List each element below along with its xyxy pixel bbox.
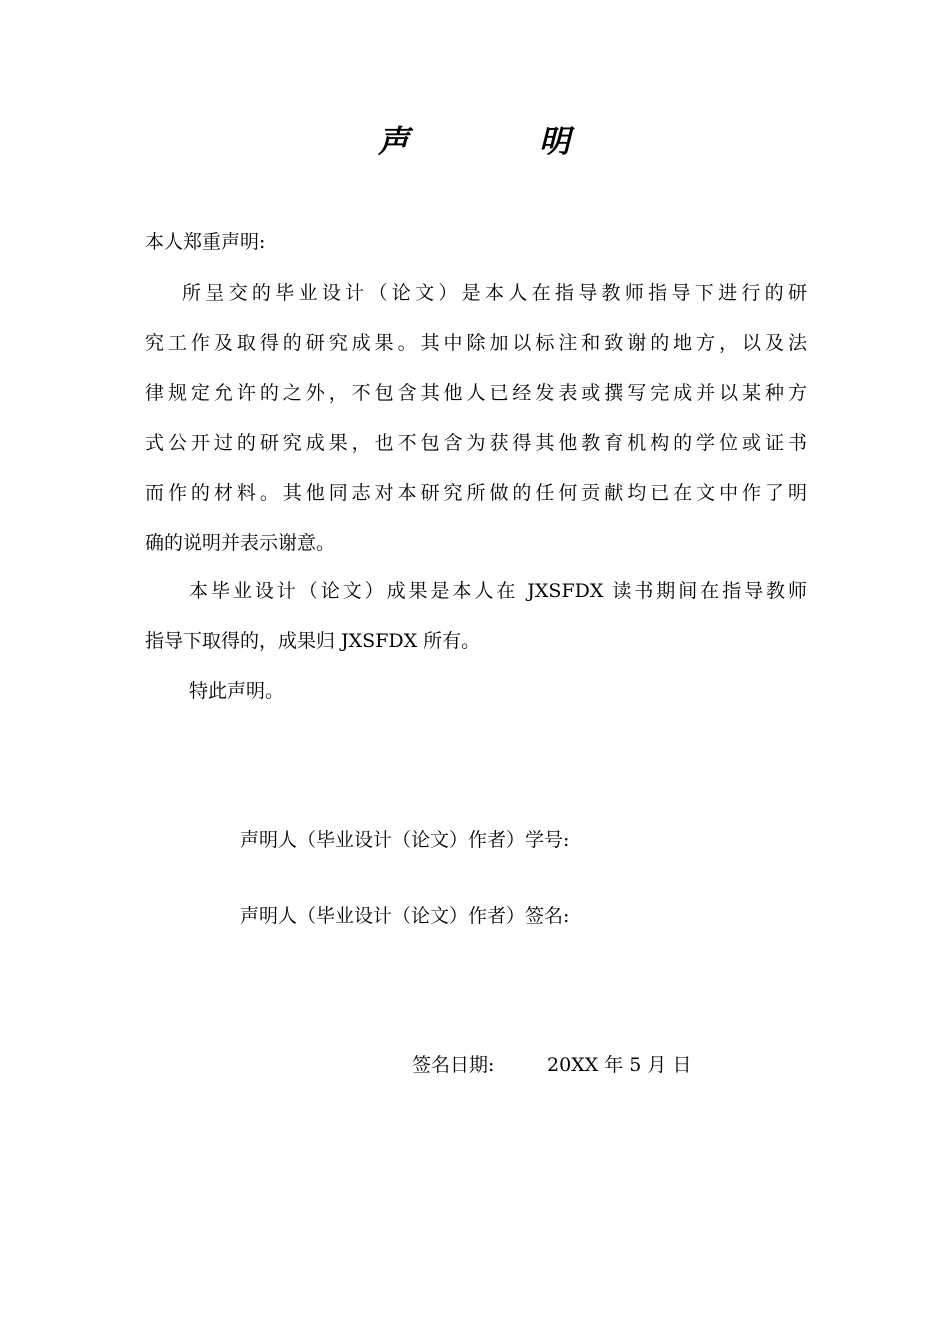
para1-line-2: 究工作及取得的研究成果。其中除加以标注和致谢的地方，以及法 (145, 332, 807, 354)
para1-line-6: 确的说明并表示谢意。 (145, 532, 336, 554)
para1-line-1: 所呈交的毕业设计（论文）是本人在指导教师指导下进行的研 (182, 282, 807, 304)
page-title: 声 明 (378, 124, 572, 160)
para1-line-5: 而作的材料。其他同志对本研究所做的任何贡献均已在文中作了明 (145, 482, 807, 504)
para2-line-1: 本毕业设计（论文）成果是本人在 JXSFDX 读书期间在指导教师 (189, 580, 807, 602)
student-id-field-label: 声明人（毕业设计（论文）作者）学号: (240, 829, 570, 851)
para2-line-2: 指导下取得的，成果归 JXSFDX 所有。 (145, 630, 481, 652)
para1-line-3: 律规定允许的之外，不包含其他人已经发表或撰写完成并以某种方 (145, 382, 807, 404)
date-label: 签名日期: (412, 1054, 495, 1076)
intro-line: 本人郑重声明: (145, 231, 266, 253)
closing-line: 特此声明。 (189, 680, 285, 702)
signature-field-label: 声明人（毕业设计（论文）作者）签名: (240, 905, 570, 927)
date-value: 20XX 年 5 月 日 (547, 1054, 692, 1076)
para1-line-4: 式公开过的研究成果，也不包含为获得其他教育机构的学位或证书 (145, 432, 807, 454)
